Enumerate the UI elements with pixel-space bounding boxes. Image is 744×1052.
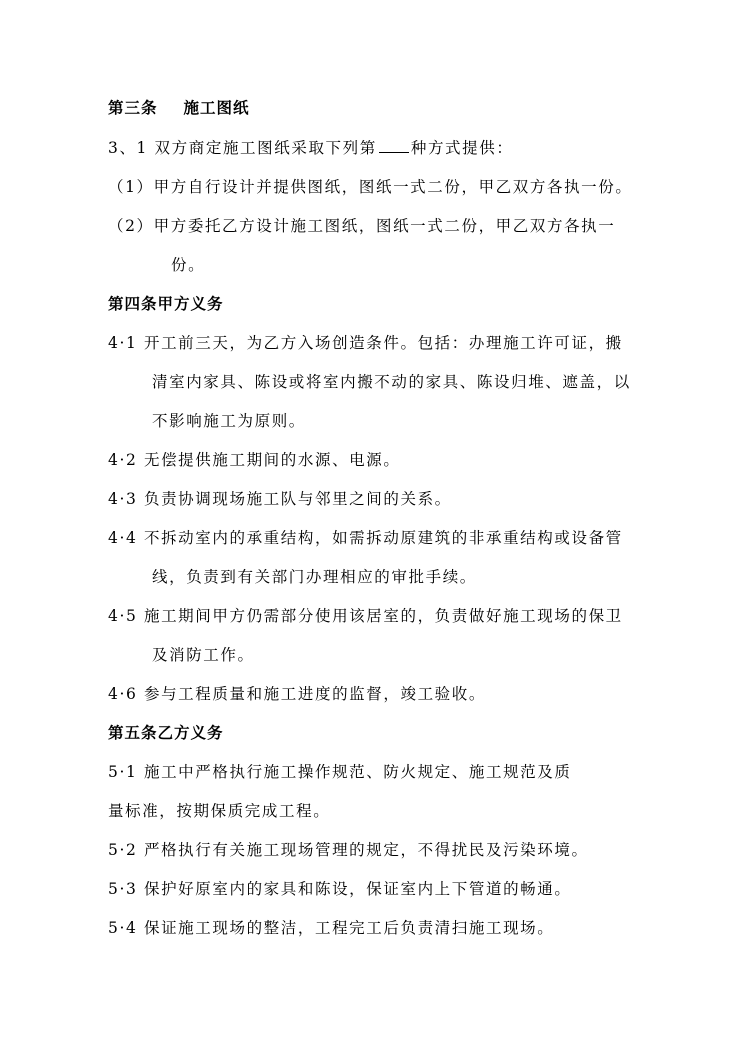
item-4-6: 4·6 参与工程质量和施工进度的监督，竣工验收。 xyxy=(108,685,486,703)
option-2-line-1: （2）甲方委托乙方设计施工图纸，图纸一式二份，甲乙双方各执一 xyxy=(108,217,616,235)
item-5-4: 5·4 保证施工现场的整洁，工程完工后负责清扫施工现场。 xyxy=(108,919,555,937)
item-4-2: 4·2 无偿提供施工期间的水源、电源。 xyxy=(108,451,401,469)
item-5-1-line-2: 量标准，按期保质完成工程。 xyxy=(108,802,331,820)
article-3-title: 施工图纸 xyxy=(183,99,250,117)
item-4-5-line-2: 及消防工作。 xyxy=(152,646,255,664)
item-4-1-line-2: 清室内家具、陈设或将室内搬不动的家具、陈设归堆、遮盖，以 xyxy=(152,373,631,391)
article-3-number: 第三条 xyxy=(108,99,158,117)
item-4-4-line-1: 4·4 不拆动室内的承重结构，如需拆动原建筑的非承重结构或设备管 xyxy=(108,529,623,547)
item-4-4-line-2: 线，负责到有关部门办理相应的审批手续。 xyxy=(152,568,477,586)
choice-blank xyxy=(379,138,409,153)
item-3-1-text-before: 3、1 双方商定施工图纸采取下列第 xyxy=(108,139,377,157)
item-4-1-line-3: 不影响施工为原则。 xyxy=(152,412,306,430)
item-4-5-line-1: 4·5 施工期间甲方仍需部分使用该居室的，负责做好施工现场的保卫 xyxy=(108,607,623,625)
item-5-2: 5·2 严格执行有关施工现场管理的规定，不得扰民及污染环境。 xyxy=(108,841,589,859)
item-5-3: 5·3 保护好原室内的家具和陈设，保证室内上下管道的畅通。 xyxy=(108,880,572,898)
item-3-1-text-after: 种方式提供： xyxy=(410,139,514,157)
article-3-heading xyxy=(108,98,250,118)
article-4-heading: 第四条甲方义务 xyxy=(108,295,224,313)
item-5-1-line-1: 5·1 施工中严格执行施工操作规范、防火规定、施工规范及质 xyxy=(108,763,572,781)
item-4-1-line-1: 4·1 开工前三天，为乙方入场创造条件。包括：办理施工许可证，搬 xyxy=(108,334,623,352)
option-1: （1）甲方自行设计并提供图纸，图纸一式二份，甲乙双方各执一份。 xyxy=(108,178,633,196)
article-5-heading: 第五条乙方义务 xyxy=(108,724,224,742)
option-2-line-2: 份。 xyxy=(171,256,206,274)
item-3-1 xyxy=(108,138,513,158)
item-4-3: 4·3 负责协调现场施工队与邻里之间的关系。 xyxy=(108,490,452,508)
